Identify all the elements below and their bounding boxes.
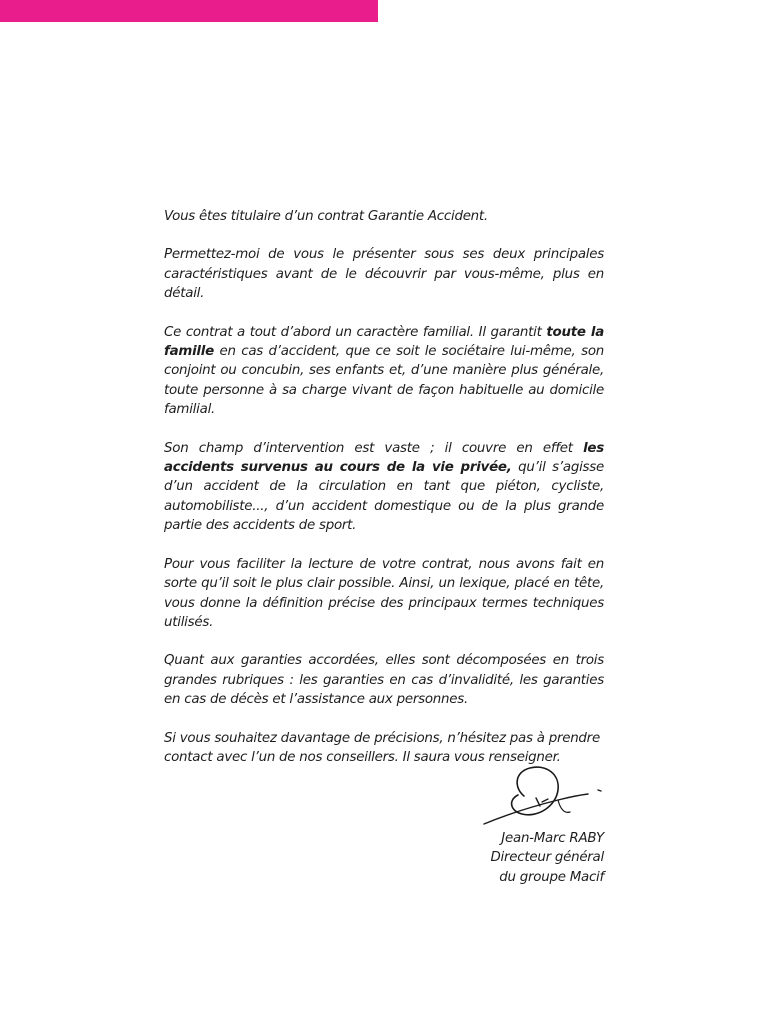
paragraph-guarantees: Quant aux garanties accordées, elles sont décomposées en trois grandes rubriques : les garanties en cas d’invalidité, les garanties en cas de décès et l’assistance aux personnes. [164, 653, 604, 708]
signatory-title: Directeur général [490, 850, 604, 866]
paragraph-scope: Son champ d’intervention est vaste ; il couvre en effet les accidents survenus au cours de la vie privée, qu’il s’agisse d’un accident de la circulation en tant que piéton, cycliste, automobiliste..., d’un accident domestique ou de la plus grande partie des accidents de sport. [164, 440, 604, 534]
emphasis-private-life: les accidents survenus au cours de la vie privée, [164, 440, 604, 476]
signatory-organization: du groupe Macif [499, 869, 604, 885]
handwritten-signature [478, 762, 608, 826]
paragraph-readability: Pour vous faciliter la lecture de votre contrat, nous avons fait en sorte qu’il soit le plus clair possible. Ainsi, un lexique, placé en tête, vous donne la définition précise des principaux termes techniques utilisés. [164, 556, 604, 630]
emphasis-whole-family: toute la famille [164, 324, 605, 360]
letter-body [164, 207, 604, 786]
signatory-name: Jean-Marc RABY [501, 831, 604, 846]
paragraph-contact: Si vous souhaitez davantage de précisions, n’hésitez pas à prendre contact avec l’un de nos conseillers. Il saura vous renseigner. [164, 730, 600, 765]
signoff-block [490, 829, 604, 887]
paragraph-family: Ce contrat a tout d’abord un caractère familial. Il garantit toute la famille en cas d’accident, que ce soit le sociétaire lui-même, son conjoint ou concubin, ses enfants et, d’une manière plus générale, toute personne à sa charge vivant de façon habituelle au domicile familial. [164, 324, 605, 418]
paragraph-presentation: Permettez-moi de vous le présenter sous ses deux principales caractéristiques avant de le découvrir par vous-même, plus en détail. [164, 247, 604, 302]
brand-color-bar [0, 0, 378, 22]
paragraph-intro: Vous êtes titulaire d’un contrat Garantie Accident. [164, 209, 488, 224]
